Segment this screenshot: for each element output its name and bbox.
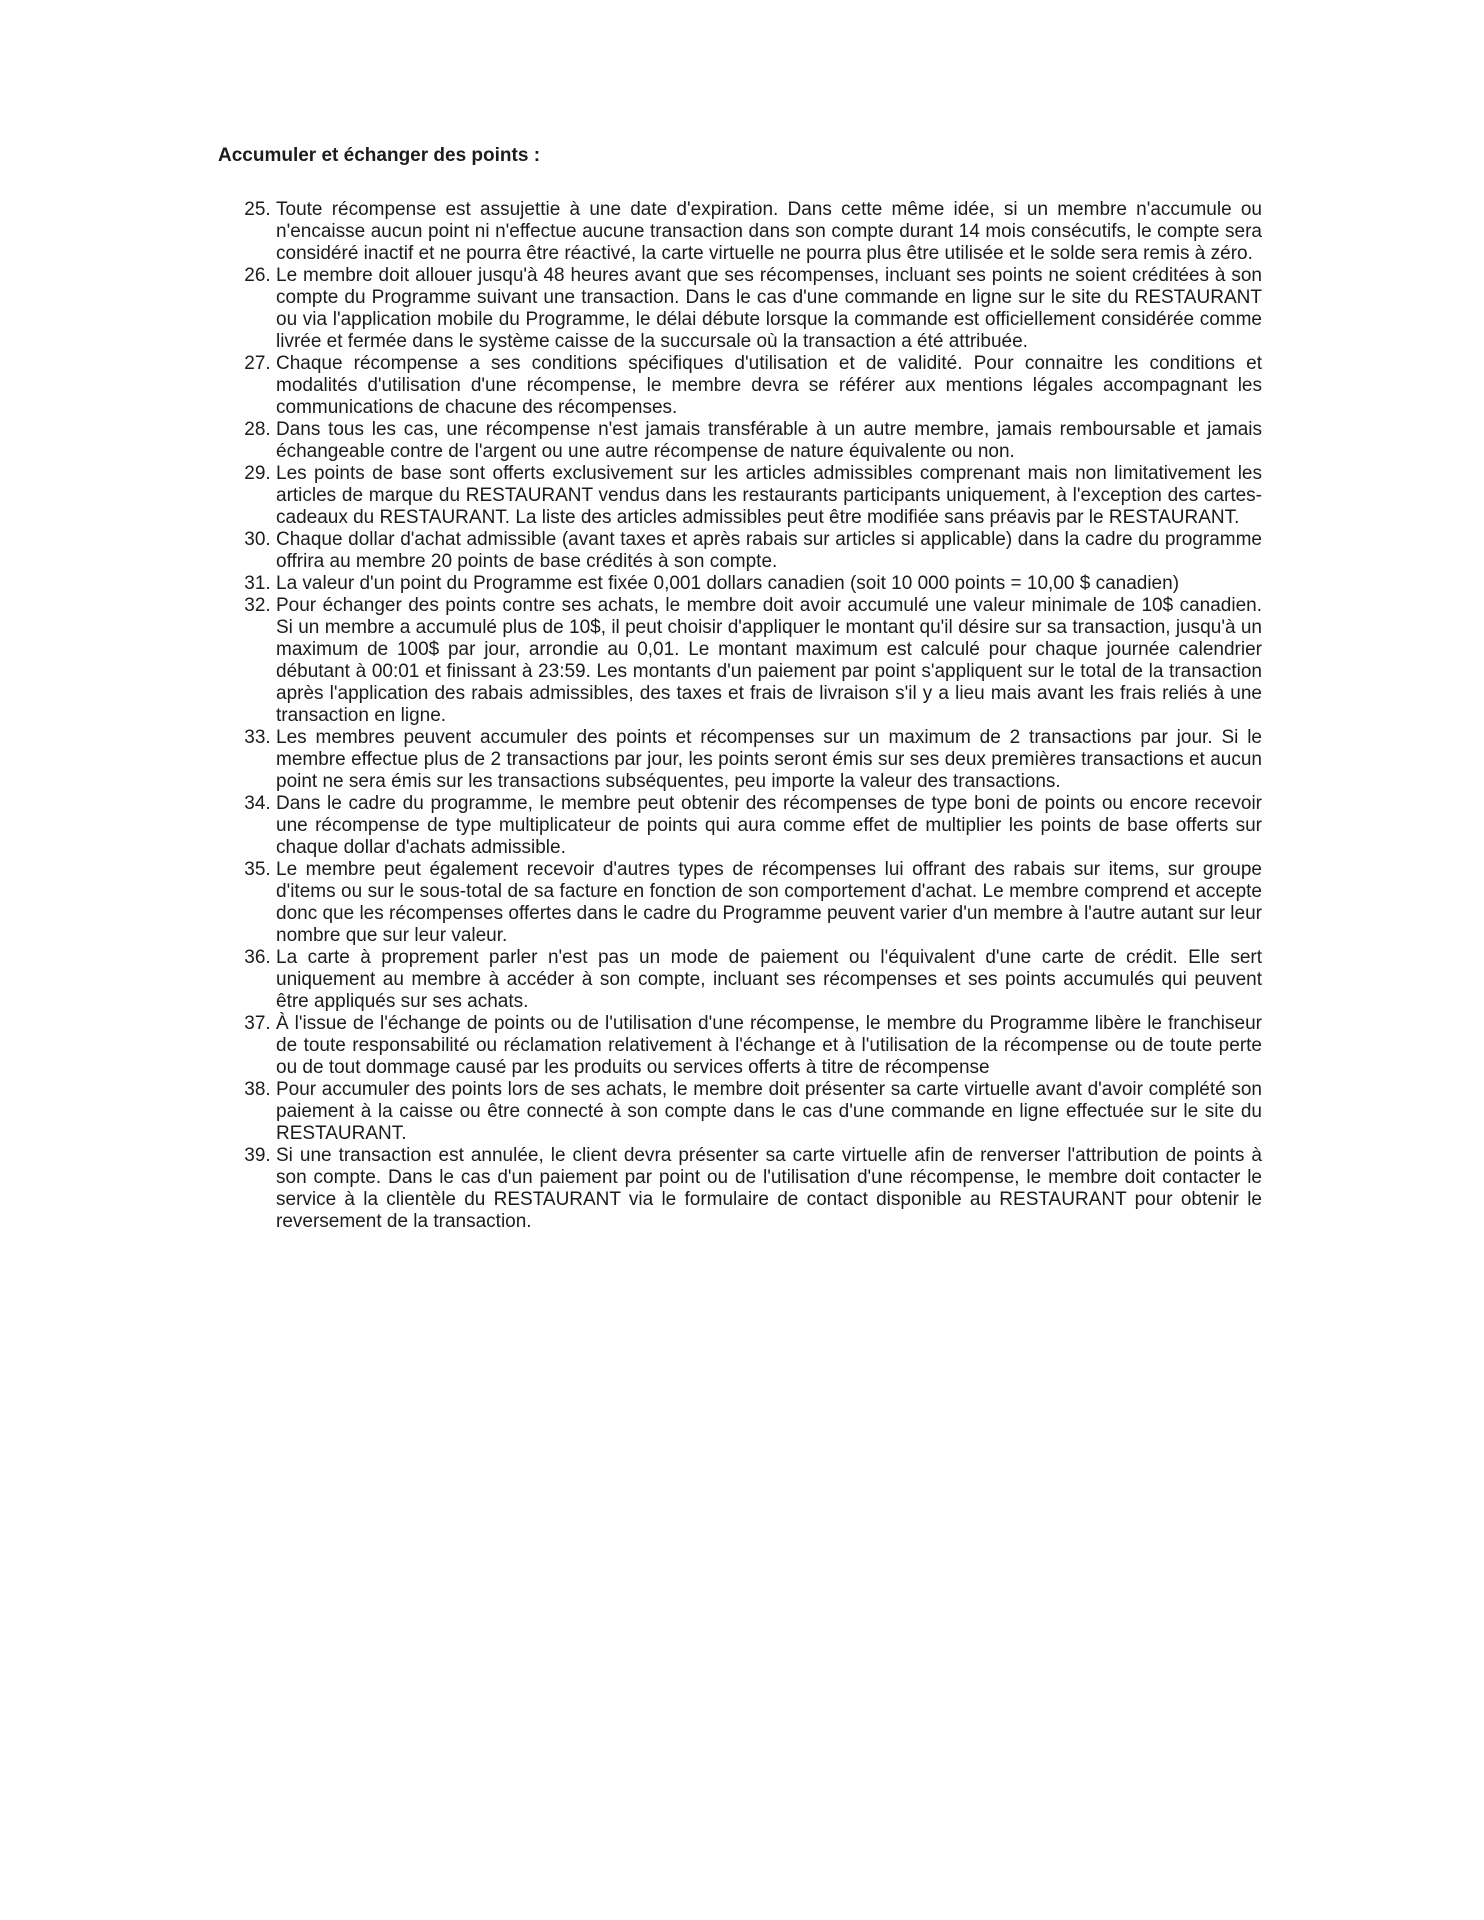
terms-item-36: 36. La carte à proprement parler n'est pas un mode de paiement ou l'équivalent d'une carte de crédit. Elle sert uniquement au membre à accéder à son compte, incluant ses récompenses et ses points accumulés qui peuvent être appliqués sur ses achats. [276,947,1262,1013]
terms-item-32: 32. Pour échanger des points contre ses achats, le membre doit avoir accumulé une valeur minimale de 10$ canadien. Si un membre a accumulé plus de 10$, il peut choisir d'appliquer le montant qu'il désire sur sa transaction, jusqu'à un maximum de 100$ par jour, arrondie au 0,01. Le montant maximum est calculé pour chaque journée calendrier débutant à 00:01 et finissant à 23:59. Les montants d'un paiement par point s'appliquent sur le total de la transaction après l'application des rabais admissibles, des taxes et frais de livraison s'il y a lieu mais avant les frais reliés à une transaction en ligne. [276,595,1262,727]
terms-item-39: 39. Si une transaction est annulée, le client devra présenter sa carte virtuelle afin de renverser l'attribution de points à son compte. Dans le cas d'un paiement par point ou de l'utilisation d'une récompense, le membre doit contacter le service à la clientèle du RESTAURANT via le formulaire de contact disponible au RESTAURANT pour obtenir le reversement de la transaction. [276,1145,1262,1233]
terms-list [218,199,1262,1233]
terms-item-37: 37. À l'issue de l'échange de points ou de l'utilisation d'une récompense, le membre du Programme libère le franchiseur de toute responsabilité ou réclamation relativement à l'échange et à l'utilisation de la récompense ou de toute perte ou de tout dommage causé par les produits ou services offerts à titre de récompense [276,1013,1262,1079]
terms-item-35: 35. Le membre peut également recevoir d'autres types de récompenses lui offrant des rabais sur items, sur groupe d'items ou sur le sous-total de sa facture en fonction de son comportement d'achat. Le membre comprend et accepte donc que les récompenses offertes dans le cadre du Programme peuvent varier d'un membre à l'autre autant sur leur nombre que sur leur valeur. [276,859,1262,947]
terms-item-38: 38. Pour accumuler des points lors de ses achats, le membre doit présenter sa carte virtuelle avant d'avoir complété son paiement à la caisse ou être connecté à son compte dans le cas d'une commande en ligne effectuée sur le site du RESTAURANT. [276,1079,1262,1145]
terms-item-33: 33. Les membres peuvent accumuler des points et récompenses sur un maximum de 2 transactions par jour. Si le membre effectue plus de 2 transactions par jour, les points seront émis sur ses deux premières transactions et aucun point ne sera émis sur les transactions subséquentes, peu importe la valeur des transactions. [276,727,1262,793]
terms-item-34: 34. Dans le cadre du programme, le membre peut obtenir des récompenses de type boni de points ou encore recevoir une récompense de type multiplicateur de points qui aura comme effet de multiplier les points de base offerts sur chaque dollar d'achats admissible. [276,793,1262,859]
terms-item-26: 26. Le membre doit allouer jusqu'à 48 heures avant que ses récompenses, incluant ses points ne soient créditées à son compte du Programme suivant une transaction. Dans le cas d'une commande en ligne sur le site du RESTAURANT ou via l'application mobile du Programme, le délai débute lorsque la commande est officiellement considérée comme livrée et fermée dans le système caisse de la succursale où la transaction a été attribuée. [276,265,1262,353]
section-heading: Accumuler et échanger des points : [218,145,541,166]
terms-item-31: 31. La valeur d'un point du Programme est fixée 0,001 dollars canadien (soit 10 000 points = 10,00 $ canadien) [276,573,1262,595]
terms-item-30: 30. Chaque dollar d'achat admissible (avant taxes et après rabais sur articles si applicable) dans la cadre du programme offrira au membre 20 points de base crédités à son compte. [276,529,1262,573]
terms-item-27: 27. Chaque récompense a ses conditions spécifiques d'utilisation et de validité. Pour connaitre les conditions et modalités d'utilisation d'une récompense, le membre devra se référer aux mentions légales accompagnant les communications de chacune des récompenses. [276,353,1262,419]
terms-item-29: 29. Les points de base sont offerts exclusivement sur les articles admissibles comprenant mais non limitativement les articles de marque du RESTAURANT vendus dans les restaurants participants uniquement, à l'exception des cartes-cadeaux du RESTAURANT. La liste des articles admissibles peut être modifiée sans préavis par le RESTAURANT. [276,463,1262,529]
terms-item-28: 28. Dans tous les cas, une récompense n'est jamais transférable à un autre membre, jamais remboursable et jamais échangeable contre de l'argent ou une autre récompense de nature équivalente ou non. [276,419,1262,463]
terms-item-25: 25. Toute récompense est assujettie à une date d'expiration. Dans cette même idée, si un membre n'accumule ou n'encaisse aucun point ni n'effectue aucune transaction dans son compte durant 14 mois consécutifs, le compte sera considéré inactif et ne pourra être réactivé, la carte virtuelle ne pourra plus être utilisée et le solde sera remis à zéro. [276,199,1262,265]
